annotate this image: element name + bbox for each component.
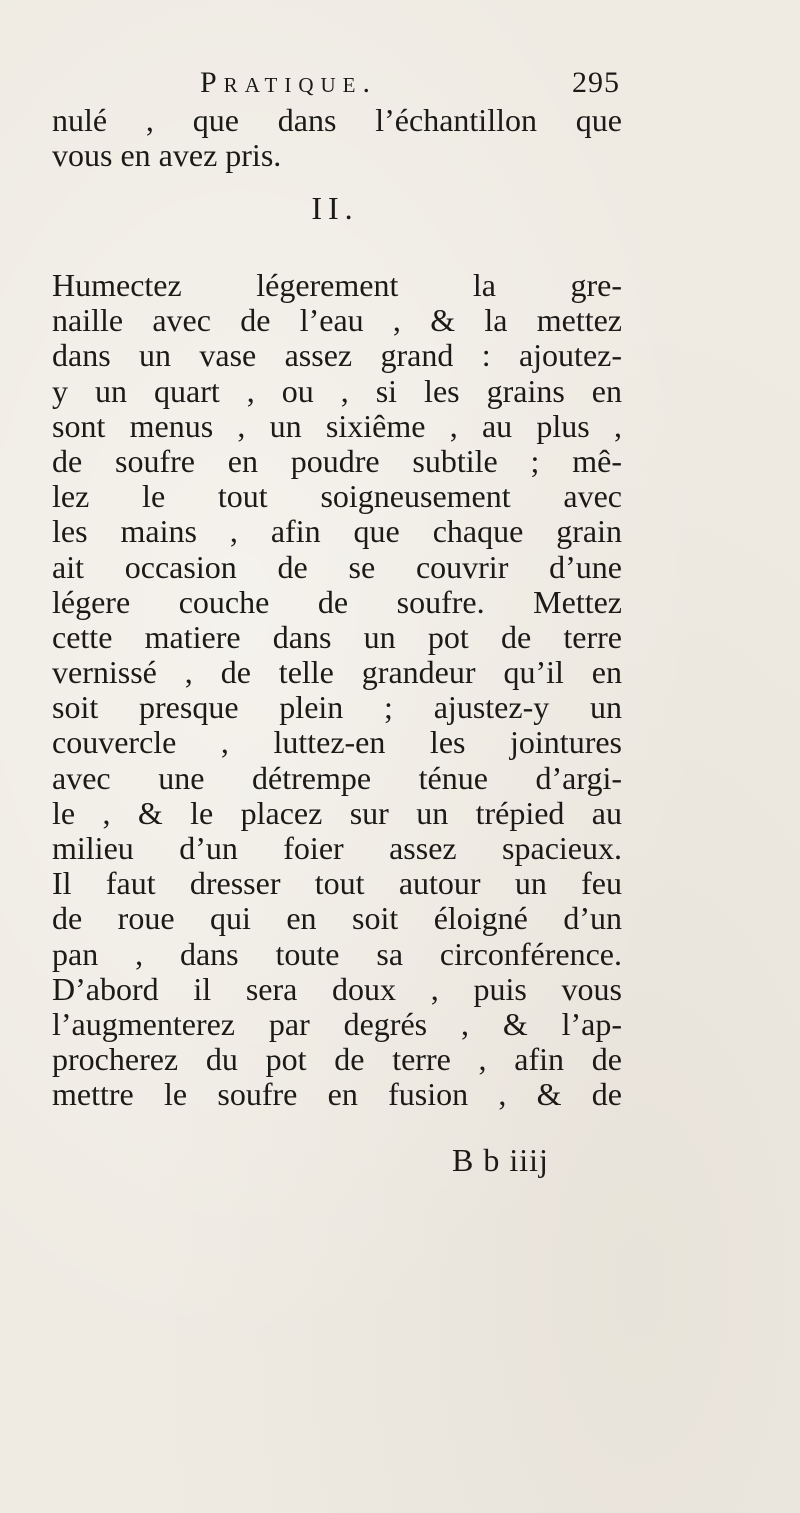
text-line: lez le tout soigneusement avec xyxy=(52,478,622,515)
text-line: milieu d’un foier assez spacieux. xyxy=(52,830,622,866)
text-line: Humectez légerement la gre- xyxy=(52,267,622,303)
text-line: Il faut dresser tout autour un feu xyxy=(52,865,622,902)
text-line: soit presque plein ; ajustez-y un xyxy=(52,689,622,726)
text-line: avec une détrempe ténue d’argi- xyxy=(52,759,622,796)
page-number: 295 xyxy=(572,66,620,99)
text-line: cette matiere dans un pot de terre xyxy=(52,618,622,655)
text-line: mettre le soufre en fusion , & de xyxy=(52,1076,622,1113)
text-line: D’abord il sera doux , puis vous xyxy=(52,970,622,1007)
intro-paragraph xyxy=(52,103,622,173)
text-line: le , & le placez sur un trépied au xyxy=(52,794,622,831)
text-line: dans un vase assez grand : ajoutez- xyxy=(52,337,622,374)
text-line: de roue qui en soit éloigné d’un xyxy=(52,900,622,937)
text-line: sont menus , un sixiême , au plus , xyxy=(52,407,622,444)
running-head-title: Pratique. xyxy=(200,66,378,99)
text-line: vous en avez pris. xyxy=(52,137,282,174)
body-paragraph xyxy=(52,268,622,1113)
signature-mark: B b iiij xyxy=(452,1142,549,1178)
text-line: de soufre en poudre subtile ; mê- xyxy=(52,442,622,479)
text-line: pan , dans toute sa circonférence. xyxy=(52,935,622,972)
text-line: y un quart , ou , si les grains en xyxy=(52,372,622,409)
text-line: vernissé , de telle grandeur qu’il en xyxy=(52,654,622,691)
running-head xyxy=(200,66,620,106)
text-line: procherez du pot de terre , afin de xyxy=(52,1041,622,1078)
text-line: naille avec de l’eau , & la mettez xyxy=(52,302,622,339)
text-line: l’augmenterez par degrés , & l’ap- xyxy=(52,1005,622,1042)
text-line: couvercle , luttez-en les jointures xyxy=(52,724,622,761)
text-line: ait occasion de se couvrir d’une xyxy=(52,548,622,585)
text-line: les mains , afin que chaque grain xyxy=(52,513,622,550)
text-line: nulé , que dans l’échantillon que xyxy=(52,102,622,138)
section-number: II. xyxy=(311,190,359,226)
text-line: légere couche de soufre. Mettez xyxy=(52,583,622,620)
